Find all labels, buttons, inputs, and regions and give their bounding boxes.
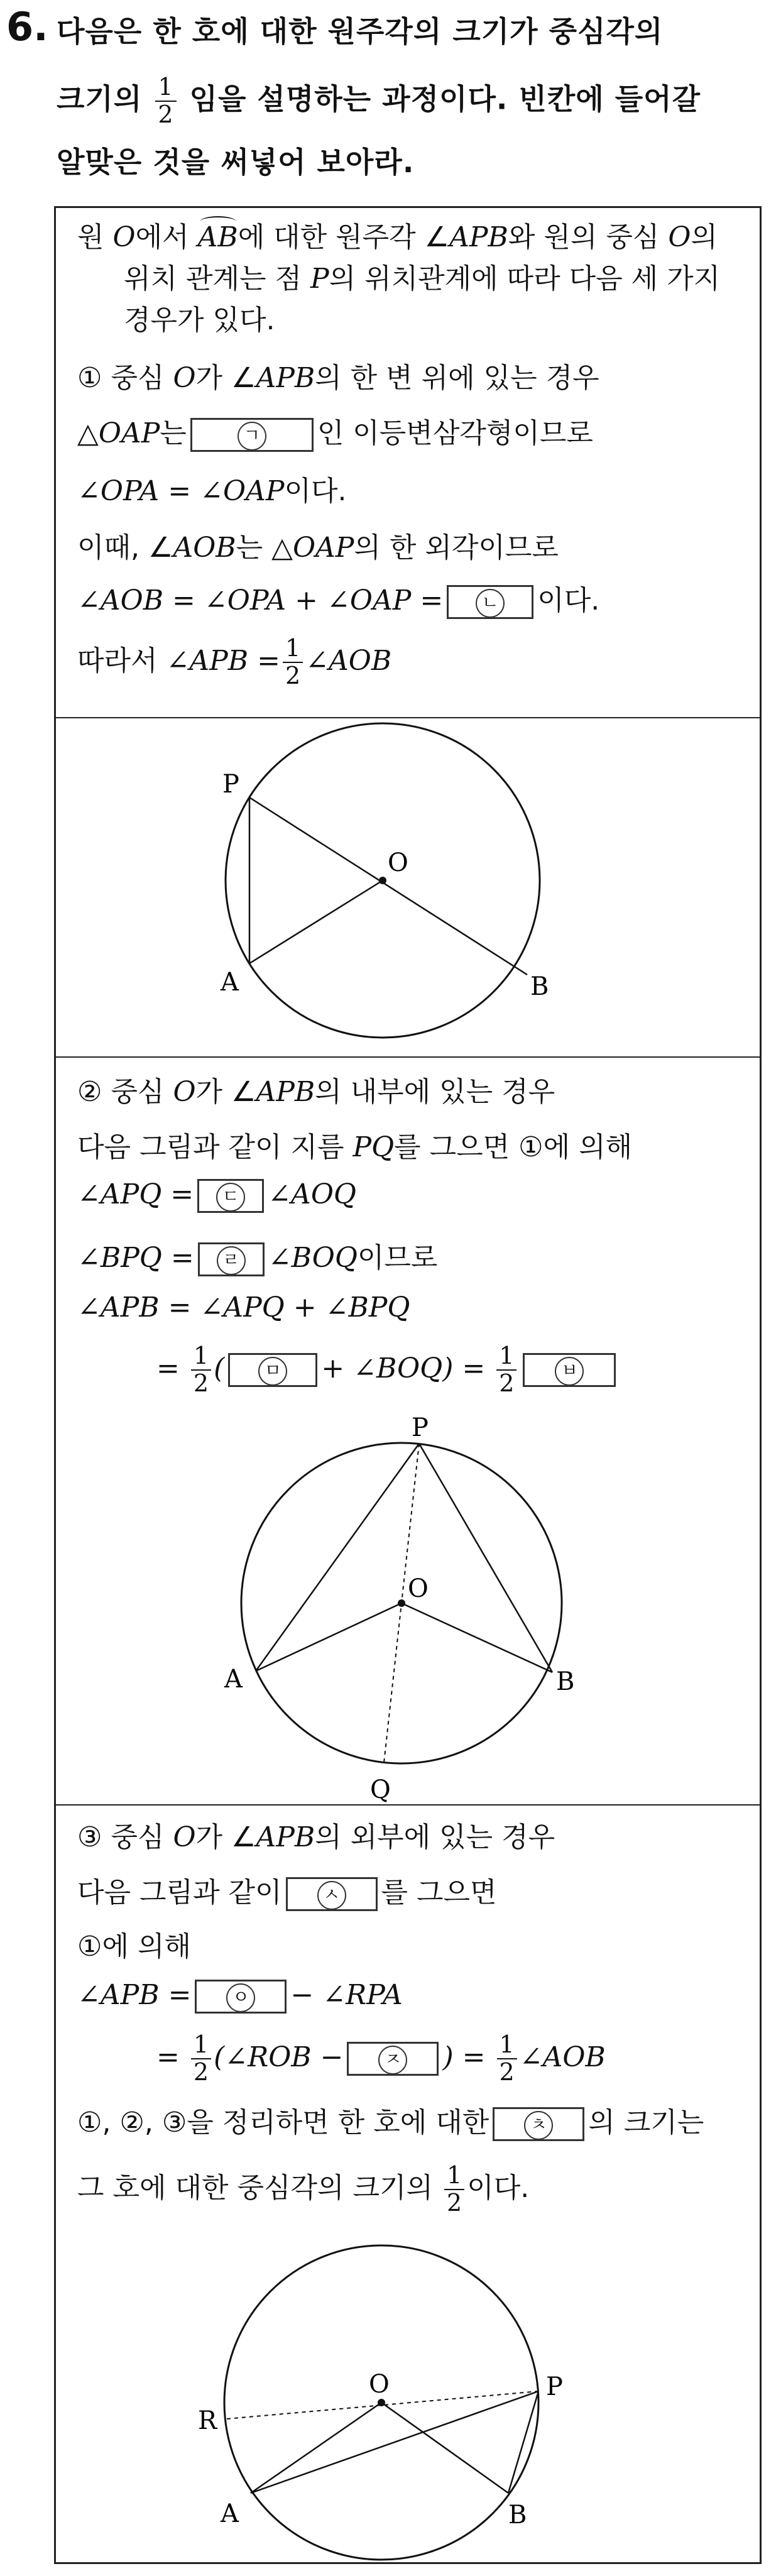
fraction-half: $\frac{1}{2}$ [155,74,176,128]
label-O: O [408,1574,429,1603]
case3-line-5: = $\frac{1}{2}$ (∠ROB − ㅈ ) = $\frac{1}{2}$ ∠AOB [156,2031,606,2086]
blank-2[interactable]: ㄴ [447,585,533,619]
case2-line-3: ∠APQ = ㄷ ∠AOQ [77,1178,356,1213]
question-line-1: 다음은 한 호에 대한 원주각의 크기가 중심각의 [57,14,664,48]
blank-6[interactable]: ㅂ [523,1353,616,1387]
label-P: P [222,770,239,799]
case2-title: ② 중심 O가 ∠APB의 내부에 있는 경우 [77,1076,555,1108]
blank-1[interactable]: ㄱ [190,418,314,452]
label-O: O [388,848,408,877]
summary-line-2: 그 호에 대한 중심각의 크기의 $\frac{1}{2}$ 이다. [77,2161,530,2217]
case1-line-4: 이때, ∠AOB는 △OAP의 한 외각이므로 [77,532,559,564]
fraction-half: $\frac{1}{2}$ [283,635,303,689]
case3-title: ③ 중심 O가 ∠APB의 외부에 있는 경우 [77,1821,555,1853]
blank-10[interactable]: ㅊ [493,2107,584,2141]
solution-box [54,206,762,2564]
summary-line-1: ①, ②, ③을 정리하면 한 호에 대한 ㅊ 의 크기는 [77,2100,704,2141]
blank-7[interactable]: ㅅ [286,1877,378,1911]
label-B: B [530,972,549,1001]
label-B: B [508,2501,527,2529]
arc-AB: AB [197,221,238,253]
label-A: A [224,1665,243,1694]
case3-line-3: ①에 의해 [77,1931,191,1963]
fraction-half: $\frac{1}{2}$ [497,2032,517,2086]
intro-line-3: 경우가 있다. [124,304,275,336]
blank-3[interactable]: ㄷ [197,1179,264,1213]
case1-line-6: 따라서 ∠APB = $\frac{1}{2}$ ∠AOB [77,634,392,689]
case2-line-5: ∠APB = ∠APQ + ∠BPQ [77,1291,410,1324]
label-R: R [198,2406,217,2435]
fraction-half: $\frac{1}{2}$ [444,2162,464,2217]
fraction-half: $\frac{1}{2}$ [496,1343,516,1397]
case3-line-2: 다음 그림과 같이 ㅅ 를 그으면 [77,1870,497,1911]
case2-line-4: ∠BPQ = ㄹ ∠BOQ이므로 [77,1235,437,1276]
case2-line-6: = $\frac{1}{2}$ ( ㅁ + ∠BOQ) = $\frac{1}{2}$ ㅂ [156,1343,620,1397]
divider [56,1804,760,1806]
figure-3 [56,2247,760,2561]
figure-2 [56,1413,760,1804]
blank-8[interactable]: ㅇ [195,1980,287,2014]
intro-line-2: 위치 관계는 점 P의 위치관계에 따라 다음 세 가지 [124,263,721,295]
case3-line-4: ∠APB = ㅇ − ∠RPA [77,1979,403,2014]
label-Q: Q [370,1775,391,1804]
label-A: A [221,2499,239,2528]
label-O: O [369,2370,390,2399]
fraction-half: $\frac{1}{2}$ [191,2032,211,2086]
fraction-half: $\frac{1}{2}$ [191,1343,211,1397]
case1-line-2: △OAP는 ㄱ 인 이등변삼각형이므로 [77,410,593,452]
figure-1 [56,723,760,1050]
blank-5[interactable]: ㅁ [228,1353,317,1387]
label-A: A [221,968,239,997]
blank-4[interactable]: ㄹ [198,1242,265,1276]
intro-line-1: 원 O에서 AB에 대한 원주각 ∠APB와 원의 중심 O의 [77,221,718,253]
label-B: B [556,1667,575,1696]
question-line-2: 크기의 $\frac{1}{2}$ 임을 설명하는 과정이다. 빈칸에 들어갈 [57,73,701,128]
divider [56,717,760,718]
case1-line-3: ∠OPA = ∠OAP이다. [77,475,347,507]
divider [56,1056,760,1058]
question-number: 6. [6,4,48,50]
label-P: P [546,2372,563,2401]
case1-title: ① 중심 O가 ∠APB의 한 변 위에 있는 경우 [77,362,599,394]
blank-9[interactable]: ㅈ [347,2042,439,2076]
question-line-3: 알맞은 것을 써넣어 보아라. [57,145,415,179]
case2-line-2: 다음 그림과 같이 지름 PQ를 그으면 ①에 의해 [77,1131,633,1163]
label-P: P [412,1413,429,1442]
case1-line-5: ∠AOB = ∠OPA + ∠OAP = ㄴ 이다. [77,578,599,619]
